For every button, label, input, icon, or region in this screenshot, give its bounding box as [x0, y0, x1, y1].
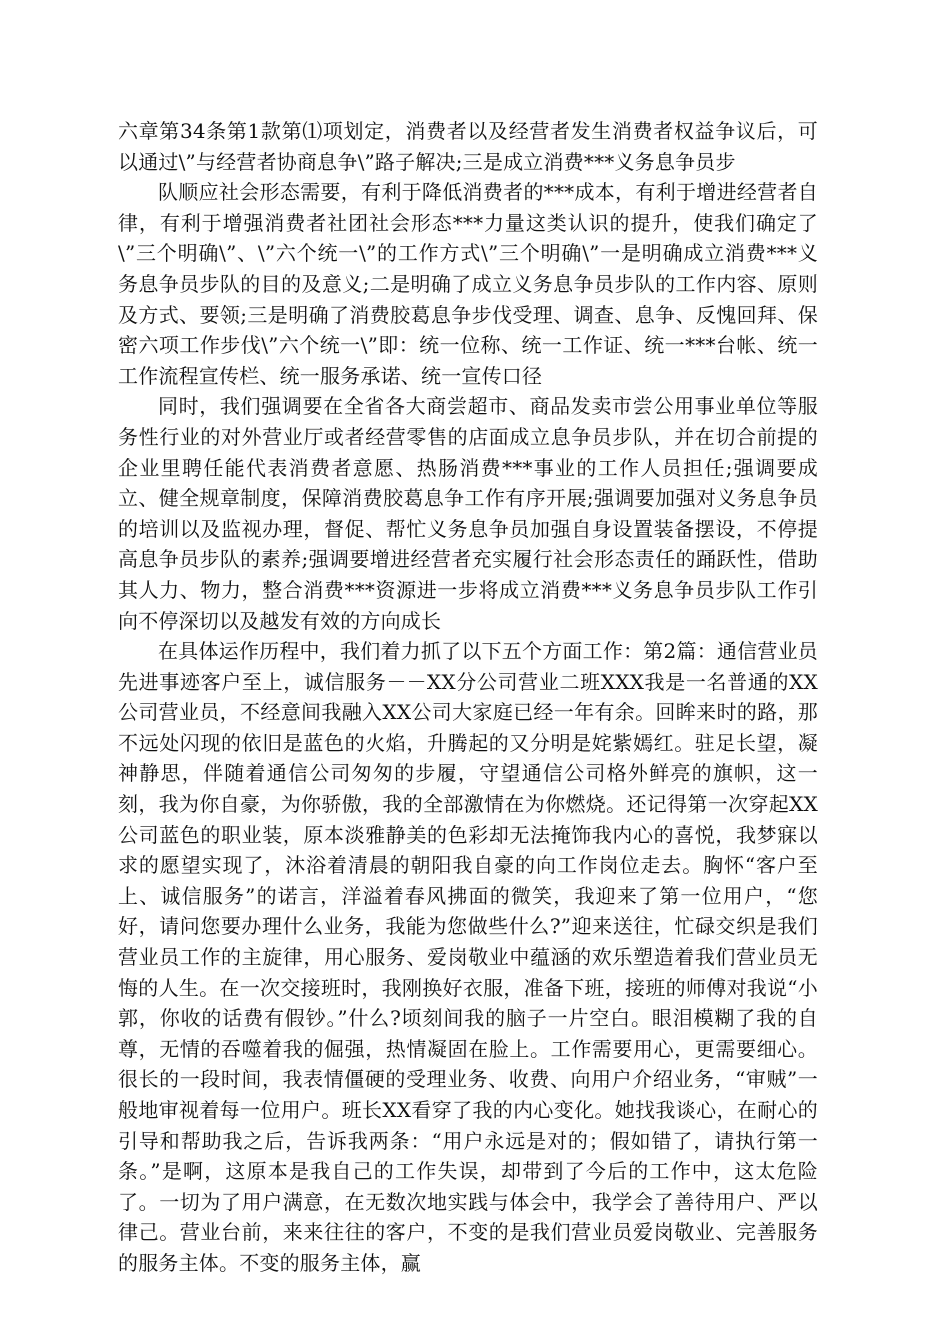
paragraph-1: 六章第34条第1款第⑴项划定，消费者以及经营者发生消费者权益争议后，可以通过\”与经营者协商息争\”路子解决;三是成立消费***义务息争员步: [118, 119, 818, 174]
paragraph-4: 在具体运作历程中，我们着力抓了以下五个方面工作：第2篇：通信营业员先进事迹客户至上，诚信服务－－XX分公司营业二班XXX我是一名普通的XX公司营业员，不经意间我融入XX公司大家庭已经一年有余。回眸来时的路，那不远处闪现的依旧是蓝色的火焰，升腾起的又分明是姹紫嫣红。驻足长望，凝神静思，伴随着通信公司匆匆的步履，守望通信公司格外鲜亮的旗帜，这一刻，我为你自豪，为你骄傲，我的全部激情在为你燃烧。还记得第一次穿起XX公司蓝色的职业装，原本淡雅静美的色彩却无法掩饰我内心的喜悦，我梦寐以求的愿望实现了，沐浴着清晨的朝阳我自豪的向工作岗位走去。胸怀“客户至上、诚信服务”的诺言，洋溢着春风拂面的微笑，我迎来了第一位用户，“您好，请问您要办理什么业务，我能为您做些什么?”迎来送往，忙碌交织是我们营业员工作的主旋律，用心服务、爱岗敬业中蕴涵的欢乐塑造着我们营业员无悔的人生。在一次交接班时，我刚换好衣服，准备下班，接班的师傅对我说“小郭，你收的话费有假钞。”什么?顷刻间我的脑子一片空白。眼泪模糊了我的自尊，无情的吞噬着我的倔强，热情凝固在脸上。工作需要用心，更需要细心。很长的一段时间，我表情僵硬的受理业务、收费、向用户介绍业务，“审贼”一般地审视着每一位用户。班长XX看穿了我的内心变化。她找我谈心，在耐心的引导和帮助我之后，告诉我两条：“用户永远是对的；假如错了，请执行第一条。”是啊，这原本是我自己的工作失误，却带到了今后的工作中，这太危险了。一切为了用户满意，在无数次地实践与体会中，我学会了善待用户、严以律己。营业台前，来来往往的客户，不变的是我们营业员爱岗敬业、完善服务的服务主体。不变的服务主体，赢: [118, 639, 818, 1275]
paragraph-2: 队顺应社会形态需要，有利于降低消费者的***成本，有利于增进经营者自律，有利于增强消费者社团社会形态***力量这类认识的提升，使我们确定了\”三个明确\”、\”六个统一\”的工作方式\”三个明确\”一是明确成立消费***义务息争员步队的目的及意义;二是明确了成立义务息争员步队的工作内容、原则及方式、要领;三是明确了消费胶葛息争步伐受理、调查、息争、反愧回拜、保密六项工作步伐\”六个统一\”即：统一位称、统一工作证、统一***台帐、统一工作流程宣传栏、统一服务承诺、统一宣传口径: [118, 180, 818, 388]
document-page: [118, 116, 818, 1279]
paragraph-3: 同时，我们强调要在全省各大商尝超市、商品发卖市尝公用事业单位等服务性行业的对外营业厅或者经营零售的店面成立息争员步队，并在切合前提的企业里聘任能代表消费者意愿、热肠消费***事业的工作人员担任;强调要成立、健全规章制度，保障消费胶葛息争工作有序开展;强调要加强对义务息争员的培训以及监视办理，督促、帮忙义务息争员加强自身设置装备摆设，不停提高息争员步队的素养;强调要增进经营者充实履行社会形态责任的踊跃性，借助其人力、物力，整合消费***资源进一步将成立消费***义务息争员步队工作引向不停深切以及越发有效的方向成长: [118, 394, 818, 633]
